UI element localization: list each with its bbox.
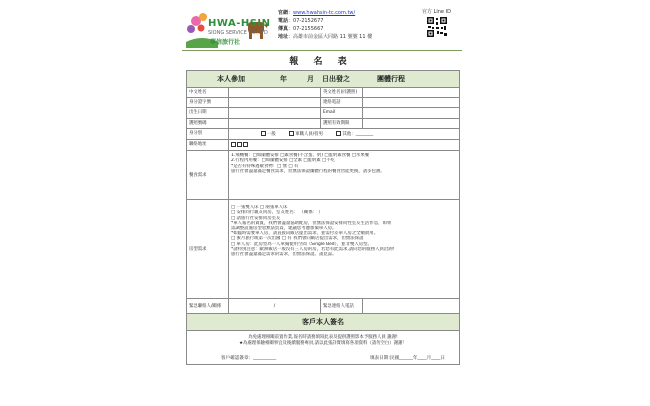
passport-field[interactable]	[229, 119, 321, 128]
signature-band: 客戶本人簽名	[187, 314, 459, 331]
label-id-no: 身分證字號	[187, 98, 229, 107]
letterhead	[168, 4, 474, 50]
name-en-field[interactable]	[363, 88, 459, 97]
room-line: □ 一張雙人床 □ 兩張單人床	[231, 205, 288, 211]
diet-line: 2.行程內用餐：□如團體安排 □全素 □蛋奶素 □不吃	[231, 158, 336, 164]
diet-options[interactable]	[229, 151, 459, 199]
signature-notes	[187, 331, 459, 350]
phone-field[interactable]	[363, 98, 459, 107]
header-divider	[182, 50, 462, 51]
postal-box-icon	[237, 142, 242, 147]
contact-fax: 傳真：07-2155667	[278, 26, 324, 32]
note-line: ★為處理保險相關事宜及後續服務專員,請以此張詳實填寫各項資料（請勿空白）謝謝！	[239, 341, 407, 347]
label-emergency: 緊急聯絡人/關係	[187, 299, 229, 313]
id-no-field[interactable]	[229, 98, 321, 107]
diet-line: 旅行社會盡量滿足餐食需求，但無法保證團體行程的餐食皆能更換，請多包涵。	[231, 168, 385, 174]
note-line: 為免處理相關前置作業,報名時請務填寫此表及提供護照影本予服務人員 謝謝!	[248, 335, 398, 341]
trip-band-day: 日出發之	[322, 75, 350, 83]
logo-text-en: HWA-HSIN	[208, 18, 271, 29]
room-line: □ 請旅行社安排同房室友	[231, 215, 281, 221]
label-name-en: 英文姓名(同護照)	[321, 88, 363, 97]
trip-band-month: 月	[307, 75, 314, 83]
table-row	[187, 119, 459, 129]
signature-field[interactable]: 客戶確認簽章：__________	[221, 356, 277, 362]
table-row	[187, 98, 459, 108]
label-passport: 護照號碼	[187, 119, 229, 128]
email-field[interactable]	[363, 108, 459, 117]
label-email: Email	[321, 108, 363, 117]
trip-band	[187, 71, 459, 88]
logo-text-zh: 華信旅行社	[210, 39, 241, 46]
identity-option-general[interactable]: 一般	[261, 132, 276, 137]
contact-block	[278, 9, 428, 41]
label-passport-exp: 護照有效期限	[321, 119, 363, 128]
postal-box-icon	[243, 142, 248, 147]
contact-phone: 電話：07-2152677	[278, 18, 324, 24]
room-line: *請特別注意：歐洲飯店一般沒有三人房的房，若您有此需求,請向您的服務人員洽詢!	[231, 246, 395, 252]
contact-website[interactable]: 官網：www.hwahsin-tc.com.tw/	[278, 10, 356, 16]
room-line: 需調整設施房型恕無法負責，建議您考慮加價單人房。	[231, 226, 337, 232]
label-identity: 身分別	[187, 129, 229, 139]
postal-box-icon	[231, 142, 236, 147]
checkbox-icon[interactable]	[336, 131, 341, 136]
room-line: *如臨時需要單人房，請直接向飯店提出需求，並需付差單人房之全額費用。	[231, 231, 379, 237]
line-id-label: 官方 Line ID	[422, 9, 451, 15]
table-row	[187, 200, 459, 299]
label-emergency-phone: 緊急連絡人電話	[321, 299, 363, 313]
label-phone: 連絡電話	[321, 98, 363, 107]
room-line: □ 安排同行親友同房，室友姓名： （關係： ）	[231, 210, 323, 216]
logo-subtext: SIONG SERVICE CO.,LTD	[208, 30, 268, 36]
address-field[interactable]	[229, 140, 459, 150]
label-dob: 出生日期	[187, 108, 229, 117]
contact-address: 地址：高雄市前金區大同路 11 號號 11 樓	[278, 34, 373, 40]
name-zh-field[interactable]	[229, 88, 321, 97]
trip-band-year: 年	[280, 75, 287, 83]
form-title: 報 名 表	[289, 57, 353, 67]
emergency-field[interactable]: /	[229, 299, 321, 313]
diet-line: *是否有特殊過敏食物：□ 無 □ 有	[231, 163, 299, 169]
label-diet: 餐食需求	[187, 151, 229, 199]
room-line: □ 蜜月旅行或第一次出國 □ 有 我們會向飯店提出需求，但無法保證	[231, 236, 364, 242]
passport-exp-field[interactable]	[363, 119, 459, 128]
checkbox-icon[interactable]	[289, 131, 294, 136]
table-row	[187, 108, 459, 118]
table-row	[187, 140, 459, 151]
label-address: 聯絡地址	[187, 140, 229, 150]
trip-band-right: 團體行程	[377, 75, 405, 83]
table-row	[187, 151, 459, 200]
emergency-phone-field[interactable]	[363, 299, 459, 313]
checkbox-icon[interactable]	[261, 131, 266, 136]
room-options[interactable]	[229, 200, 459, 298]
room-line: 旅行社會盡量滿足需求的需求，但無法保證。請見諒。	[231, 252, 337, 258]
trip-band-left: 本人參加	[217, 75, 245, 83]
identity-options	[229, 129, 459, 139]
diet-line: 1.飛機餐：□如團體安排 □素食餐(不含蛋、奶) □蛋奶素食餐 □水果餐	[231, 153, 370, 159]
qr-code-icon	[426, 16, 448, 38]
identity-option-military[interactable]: 軍職人員/役男	[289, 132, 323, 137]
label-name-zh: 中文姓名	[187, 88, 229, 97]
label-room: 房型需求	[187, 200, 229, 298]
registration-table	[186, 70, 460, 365]
identity-option-other[interactable]: 其他：________	[336, 132, 373, 137]
table-row	[187, 299, 459, 314]
dob-field[interactable]	[229, 108, 321, 117]
date-field[interactable]: 填表日期:民國______年____月____日	[369, 356, 445, 362]
table-row	[187, 88, 459, 98]
signature-row	[187, 350, 459, 364]
room-line: □ 單人房：此房型為一人單獨使用空間（Single Bed），並非雙人房型。	[231, 241, 372, 247]
registration-form-sheet	[168, 4, 474, 402]
table-row	[187, 129, 459, 140]
room-line: *單人報名的貴賓，我們會盡量協助配房，但無法保證安排同性室友生活作息，如果	[231, 220, 392, 226]
